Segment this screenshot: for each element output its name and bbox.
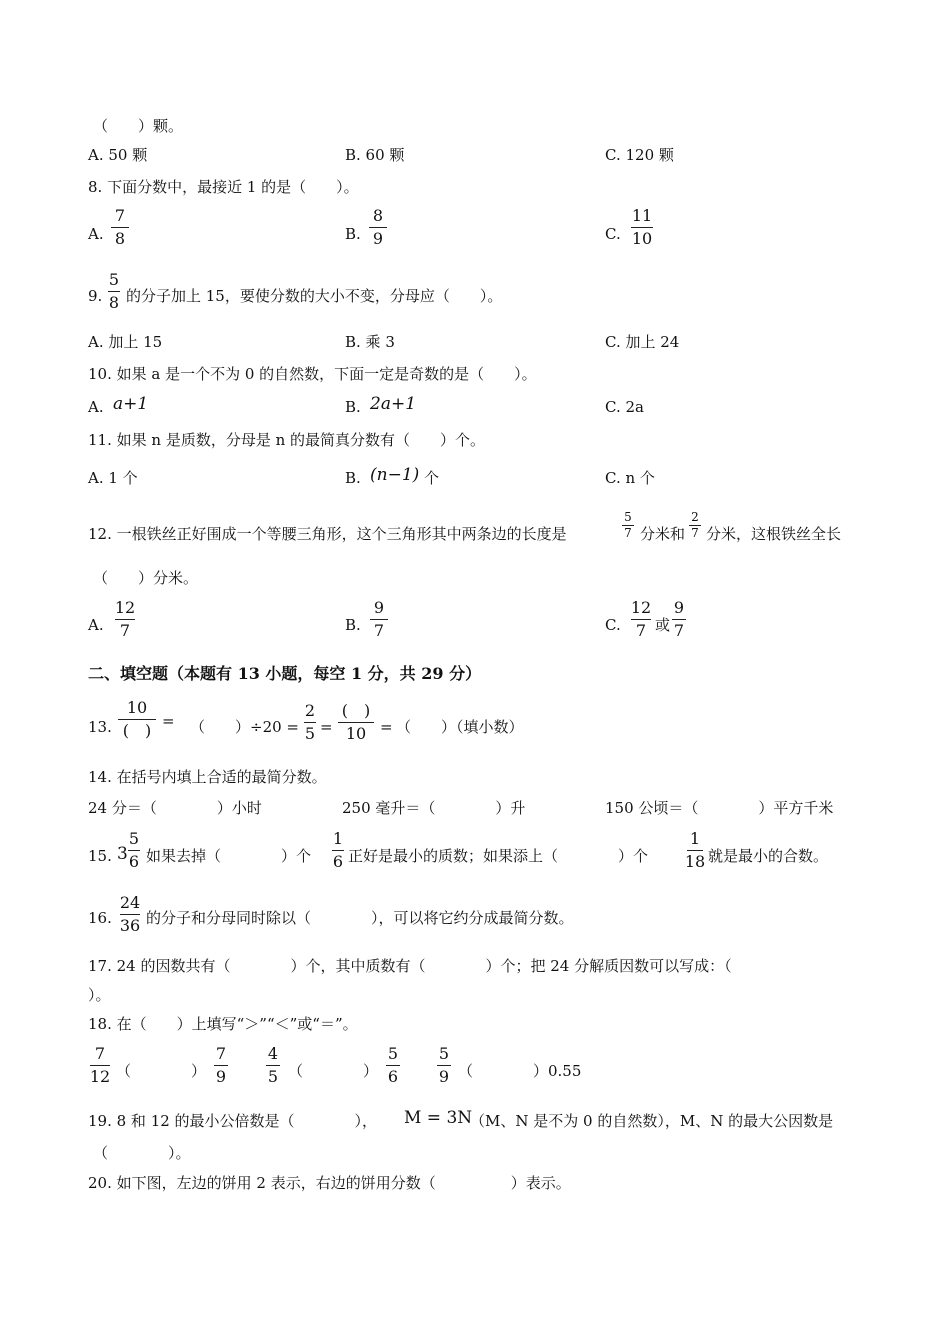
q9-option-a: A. 加上 15 <box>88 333 163 351</box>
q18-fraction-7-12: 7 12 <box>89 1044 111 1086</box>
q13-fraction-1: 10 ( ) <box>114 699 160 740</box>
q18-blank-2: （ ） <box>288 1062 379 1080</box>
q13-number: 13. <box>88 718 112 736</box>
q12-end-text: 分米，这根铁丝全长 <box>706 525 842 543</box>
q17-line-2: ）。 <box>88 986 111 1004</box>
q19-text-1: 19. 8 和 12 的最小公倍数是（ ）， <box>88 1112 378 1130</box>
q12-or: 或 <box>655 616 671 634</box>
q14-stem: 14. 在括号内填上合适的最简分数。 <box>88 768 327 786</box>
q11-option-b: B. <box>345 469 361 487</box>
q12-option-a: A. <box>88 616 104 634</box>
q10-stem: 10. 如果 a 是一个不为 0 的自然数，下面一定是奇数的是（ ）。 <box>88 365 537 383</box>
q12-stem: 12. 一根铁丝正好围成一个等腰三角形，这个三角形其中两条边的长度是 <box>88 525 567 543</box>
q11-expr-b: (n−1) <box>370 465 420 485</box>
q18-stem: 18. 在（ ）上填写“＞”“＜”或“＝”。 <box>88 1015 358 1033</box>
q15-text-2: 正好是最小的质数；如果添上（ ）个 <box>348 847 649 865</box>
q8-stem: 8. 下面分数中，最接近 1 的是（ ）。 <box>88 178 359 196</box>
q12-fraction-b: 9 7 <box>366 599 392 640</box>
q19-equation: M = 3N <box>404 1108 473 1128</box>
q13-tail: （ ）（填小数） <box>396 718 524 736</box>
q7-option-b: B. 60 颗 <box>345 146 405 164</box>
q13-fraction-2: 2 5 <box>304 701 316 743</box>
q12-fraction-c2: 9 7 <box>673 598 685 640</box>
q7-option-a: A. 50 颗 <box>88 146 148 164</box>
q10-option-c: C. 2a <box>605 398 644 416</box>
q13-fraction-3: ( ) 10 <box>334 702 378 743</box>
q15-text-1: 如果去掉（ ）个 <box>146 847 312 865</box>
q13-equals-1: = <box>162 712 175 730</box>
q9-stem: 的分子加上 15，要使分数的大小不变，分母应（ ）。 <box>126 287 503 305</box>
q15-number: 15. <box>88 847 112 865</box>
q8-option-a: A. <box>88 225 104 243</box>
q8-fraction-b: 8 9 <box>365 207 391 248</box>
q8-option-b: B. <box>345 225 361 243</box>
q8-option-c: C. <box>605 225 621 243</box>
q12-fraction-c1: 12 7 <box>630 598 652 640</box>
q18-fraction-5-9: 5 9 <box>438 1044 450 1086</box>
q14-part-2: 250 毫升＝（ ）升 <box>342 799 526 817</box>
q15-text-3: 就是最小的合数。 <box>708 847 829 865</box>
q8-fraction-c: 11 10 <box>631 206 653 248</box>
q14-part-1: 24 分＝（ ）小时 <box>88 799 262 817</box>
q12-fraction-1: 5 7 <box>620 511 636 540</box>
q9-option-b: B. 乘 3 <box>345 333 395 351</box>
q12-fraction-a: 12 7 <box>114 598 136 640</box>
q20-stem: 20. 如下图，左边的饼用 2 表示，右边的饼用分数（ ）表示。 <box>88 1174 571 1192</box>
q13-middle: （ ）÷20 = <box>190 718 299 736</box>
q9-option-c: C. 加上 24 <box>605 333 680 351</box>
q16-fraction: 24 36 <box>119 893 141 935</box>
q13-equals-3: = <box>380 718 393 736</box>
q14-part-3: 150 公顷＝（ ）平方千米 <box>605 799 834 817</box>
q18-blank-3: （ ）0.55 <box>458 1062 582 1080</box>
q11-option-c: C. n 个 <box>605 469 655 487</box>
q11-unit-b: 个 <box>424 469 440 487</box>
q15-mixed-whole: 3 <box>117 844 128 864</box>
q13-equals-2: = <box>320 718 333 736</box>
q10-expr-b: 2a+1 <box>370 394 417 414</box>
q9-number: 9. <box>88 287 103 305</box>
q10-option-b: B. <box>345 398 361 416</box>
q8-fraction-a: 7 8 <box>107 207 133 248</box>
q12-tail: （ ）分米。 <box>93 569 199 587</box>
q12-option-b: B. <box>345 616 361 634</box>
q18-fraction-5-6: 5 6 <box>387 1044 399 1086</box>
q11-stem: 11. 如果 n 是质数，分母是 n 的最简真分数有（ ）个。 <box>88 431 486 449</box>
q12-fraction-2: 2 7 <box>687 511 703 540</box>
q15-mixed-fraction: 5 6 <box>128 829 140 871</box>
q12-mid-text: 分米和 <box>640 525 686 543</box>
q10-expr-a: a+1 <box>113 394 149 414</box>
q17-line-1: 17. 24 的因数共有（ ）个，其中质数有（ ）个；把 24 分解质因数可以写成：（ <box>88 957 732 975</box>
q10-option-a: A. <box>88 398 104 416</box>
q7-tail: （ ）颗。 <box>93 117 184 135</box>
q19-text-2: （M、N 是不为 0 的自然数），M、N 的最大公因数是 <box>470 1112 834 1130</box>
q16-number: 16. <box>88 909 112 927</box>
q15-fraction-1: 1 6 <box>332 829 344 871</box>
q7-option-c: C. 120 颗 <box>605 146 674 164</box>
q11-option-a: A. 1 个 <box>88 469 138 487</box>
q15-fraction-2: 1 18 <box>684 829 706 871</box>
q18-fraction-4-5: 4 5 <box>267 1044 279 1086</box>
q18-blank-1: （ ） <box>116 1062 207 1080</box>
section-2-heading: 二、填空题（本题有 13 小题，每空 1 分，共 29 分） <box>88 664 482 683</box>
q19-tail: （ ）。 <box>93 1144 191 1162</box>
q18-fraction-7-9: 7 9 <box>215 1044 227 1086</box>
q12-option-c: C. <box>605 616 621 634</box>
q9-fraction: 5 8 <box>108 270 120 312</box>
q16-stem: 的分子和分母同时除以（ ），可以将它约分成最简分数。 <box>146 909 574 927</box>
